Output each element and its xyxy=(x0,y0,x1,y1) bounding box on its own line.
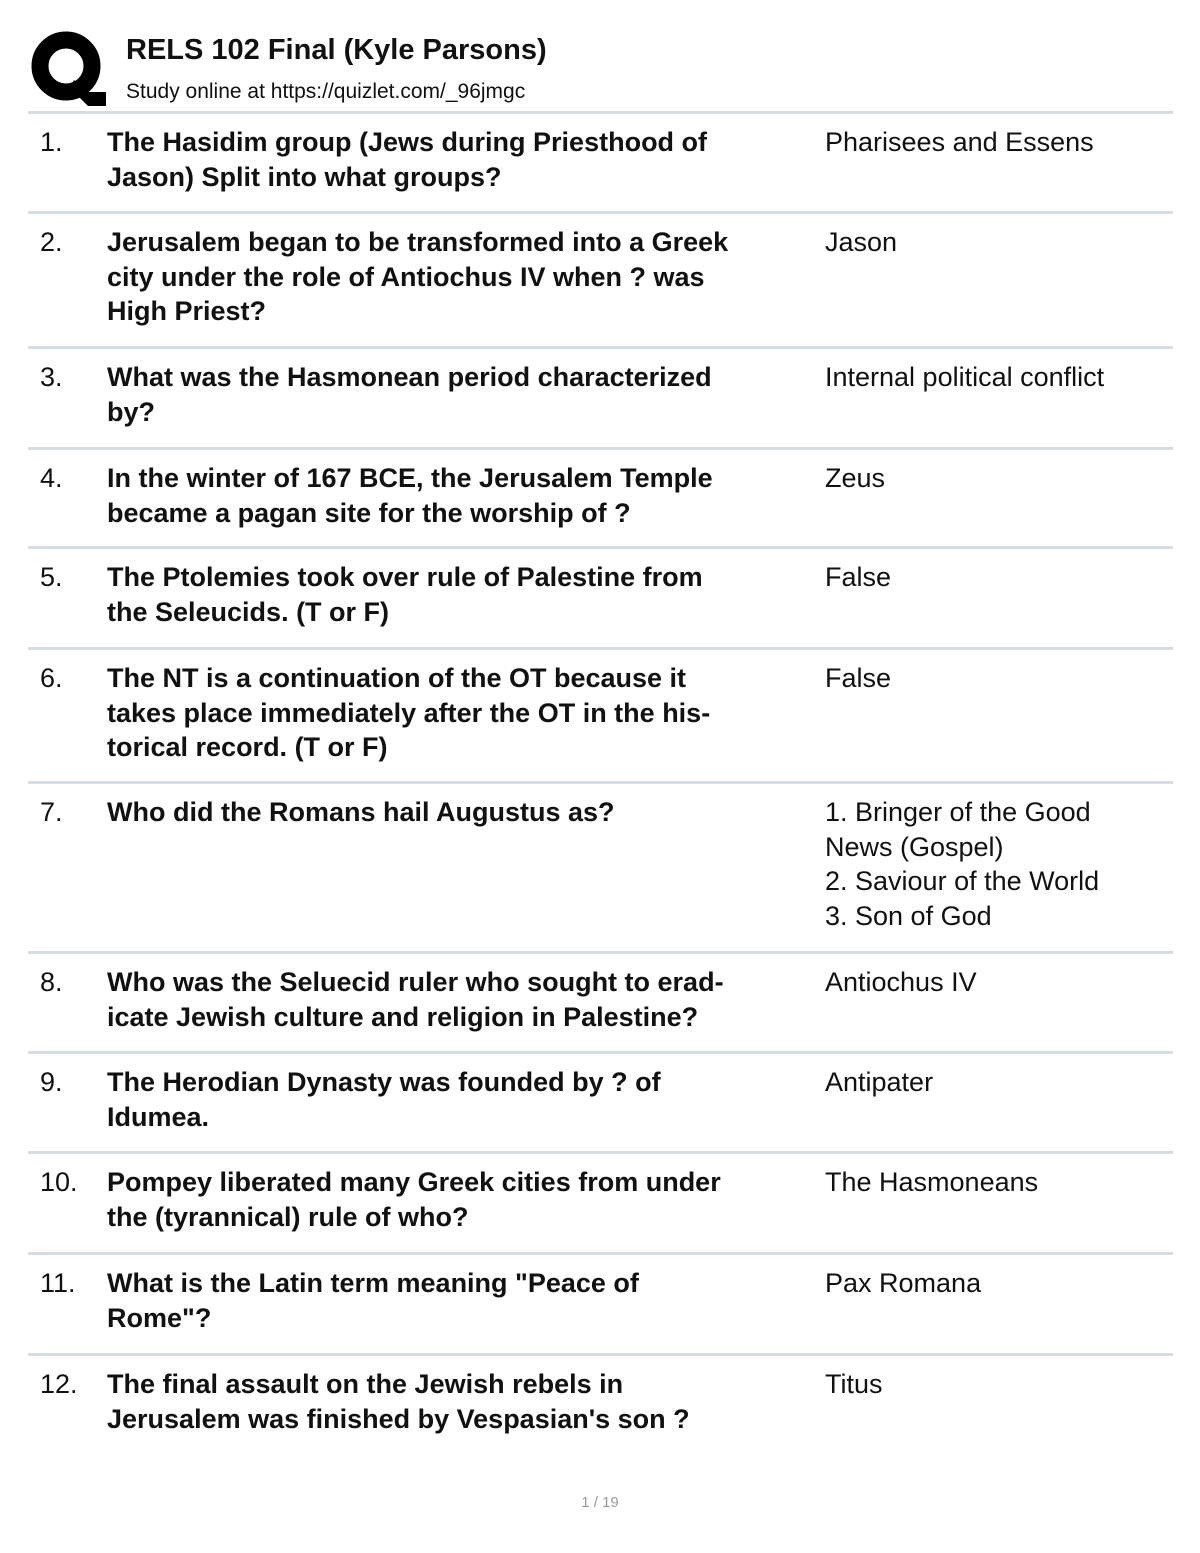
flashcard-row xyxy=(28,1255,1173,1356)
set-title: RELS 102 Final (Kyle Parsons) xyxy=(126,34,547,66)
flashcard-row xyxy=(28,114,1173,214)
page-number: 1 / 19 xyxy=(581,1494,619,1511)
flashcard-row xyxy=(28,1054,1173,1154)
card-number: 6. xyxy=(40,663,63,693)
card-term: The Ptolemies took over rule of Palestine from the Seleucids. (T or F) xyxy=(107,562,703,627)
card-term: Jerusalem began to be transformed into a Greek city under the role of Antiochus IV when ? was High Priest? xyxy=(107,227,729,326)
card-term: What was the Hasmonean period characterized by? xyxy=(107,362,712,427)
card-definition: Internal political conflict xyxy=(825,362,1105,392)
card-number: 12. xyxy=(40,1369,78,1399)
card-definition: False xyxy=(825,562,892,592)
card-definition: The Hasmoneans xyxy=(825,1167,1039,1197)
card-definition: Titus xyxy=(825,1369,883,1399)
flashcard-row xyxy=(28,214,1173,349)
card-definition: False xyxy=(825,663,892,693)
card-number: 3. xyxy=(40,362,63,392)
card-definition: Pax Romana xyxy=(825,1268,982,1298)
card-number: 4. xyxy=(40,463,63,493)
flashcard-row xyxy=(28,549,1173,650)
card-definition: Pharisees and Essens xyxy=(825,127,1094,157)
flashcard-row xyxy=(28,1356,1173,1456)
card-term: In the winter of 167 BCE, the Jerusalem Temple became a pagan site for the worship of ? xyxy=(107,463,713,528)
flashcard-row xyxy=(28,650,1173,784)
study-online-link-text: Study online at https://quizlet.com/_96jmgc xyxy=(126,80,526,103)
flashcard-row xyxy=(28,450,1173,549)
flashcard-list xyxy=(0,114,1200,1456)
card-definition: Zeus xyxy=(825,463,886,493)
quizlet-q-logo-icon xyxy=(30,30,106,106)
flashcard-row xyxy=(28,349,1173,450)
card-definition: Antiochus IV xyxy=(825,967,977,997)
flashcard-row xyxy=(28,1154,1173,1255)
card-term: Who was the Seluecid ruler who sought to erad- icate Jewish culture and religion in Palestine? xyxy=(107,967,724,1032)
card-definition: Jason xyxy=(825,227,898,257)
card-definition: 1. Bringer of the Good News (Gospel) 2. Saviour of the World 3. Son of God xyxy=(825,797,1100,931)
card-number: 9. xyxy=(40,1067,63,1097)
page-header xyxy=(0,0,1200,112)
card-term: The NT is a continuation of the OT because it takes place immediately after the OT in the his- torical record. (T or F) xyxy=(107,663,711,762)
card-term: The Hasidim group (Jews during Priesthood of Jason) Split into what groups? xyxy=(107,127,708,192)
card-term: What is the Latin term meaning "Peace of Rome"? xyxy=(107,1268,639,1333)
card-number: 7. xyxy=(40,797,63,827)
card-number: 10. xyxy=(40,1167,78,1197)
flashcard-row xyxy=(28,784,1173,954)
card-term: The final assault on the Jewish rebels in Jerusalem was finished by Vespasian's son ? xyxy=(107,1369,690,1434)
card-number: 11. xyxy=(40,1268,76,1298)
card-number: 2. xyxy=(40,227,63,257)
card-number: 1. xyxy=(40,127,63,157)
card-term: Pompey liberated many Greek cities from under the (tyrannical) rule of who? xyxy=(107,1167,721,1232)
flashcard-row xyxy=(28,954,1173,1054)
card-term: Who did the Romans hail Augustus as? xyxy=(107,797,615,827)
card-term: The Herodian Dynasty was founded by ? of Idumea. xyxy=(107,1067,661,1132)
card-definition: Antipater xyxy=(825,1067,934,1097)
card-number: 8. xyxy=(40,967,63,997)
card-number: 5. xyxy=(40,562,63,592)
